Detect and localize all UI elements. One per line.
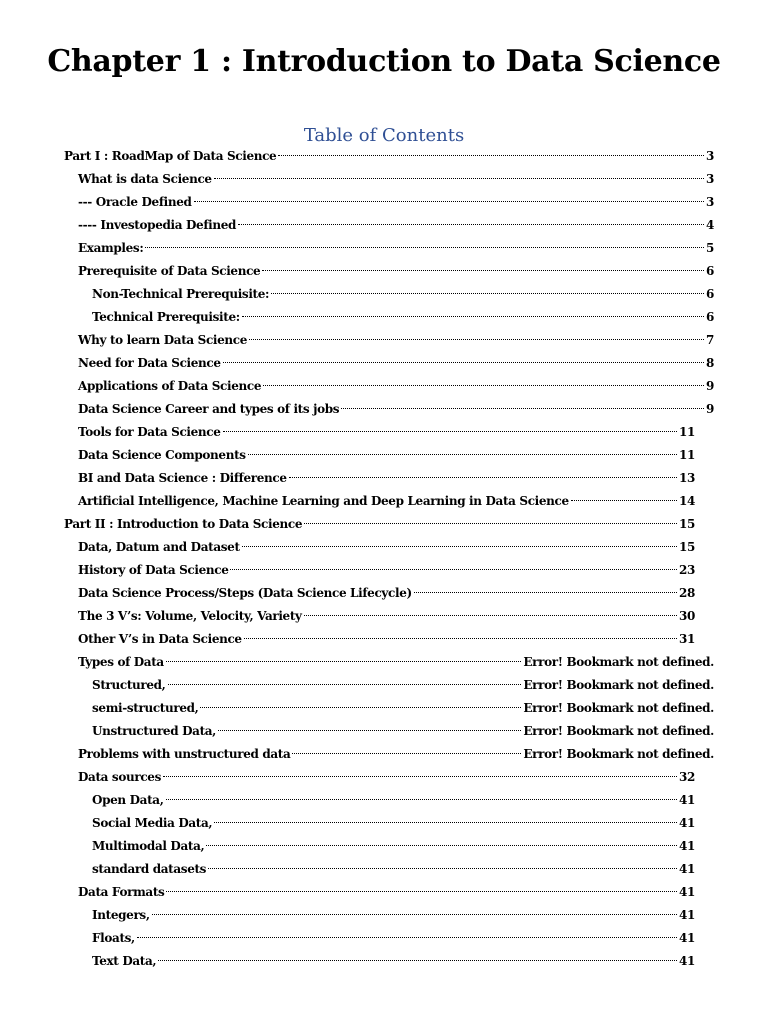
- toc-entry-title: Text Data,: [92, 954, 157, 968]
- toc-entry-page: Error! Bookmark not defined.: [523, 724, 714, 738]
- dot-leader: [242, 316, 704, 317]
- toc-entry-page: 8: [706, 356, 714, 370]
- dot-leader: [341, 408, 704, 409]
- toc-entry-page: 41: [679, 885, 695, 899]
- toc-entry[interactable]: [64, 720, 714, 743]
- dot-leader: [158, 960, 677, 961]
- toc-entry-page: 6: [706, 264, 714, 278]
- toc-entry[interactable]: [64, 490, 714, 513]
- dot-leader: [214, 822, 677, 823]
- toc-entry-title: Data sources: [78, 770, 161, 784]
- toc-entry[interactable]: [64, 927, 714, 950]
- dot-leader: [223, 431, 677, 432]
- toc-entry-title: Part II : Introduction to Data Science: [64, 517, 303, 531]
- dot-leader: [263, 385, 704, 386]
- dot-leader: [242, 546, 677, 547]
- toc-entry-page: 23: [679, 563, 695, 577]
- dot-leader: [248, 454, 677, 455]
- toc-entry-page: 15: [679, 517, 695, 531]
- toc-entry-page: Error! Bookmark not defined.: [523, 678, 714, 692]
- toc-entry-page: 3: [706, 195, 714, 209]
- dot-leader: [262, 270, 704, 271]
- toc-entry-title: Examples:: [78, 241, 144, 255]
- toc-entry-page: 41: [679, 908, 695, 922]
- toc-entry[interactable]: [64, 697, 714, 720]
- toc-entry-title: semi-structured,: [92, 701, 199, 715]
- toc-entry-page: Error! Bookmark not defined.: [523, 747, 714, 761]
- dot-leader: [206, 845, 677, 846]
- toc-entry-page: 41: [679, 931, 695, 945]
- toc-entry[interactable]: [64, 306, 714, 329]
- toc-entry-title: --- Oracle Defined: [78, 195, 192, 209]
- dot-leader: [168, 684, 522, 685]
- dot-leader: [137, 937, 677, 938]
- dot-leader: [249, 339, 704, 340]
- toc-entry-page: 41: [679, 816, 695, 830]
- toc-entry[interactable]: [64, 375, 714, 398]
- toc-entry-page: 30: [679, 609, 695, 623]
- toc-entry-title: The 3 V’s: Volume, Velocity, Variety: [78, 609, 302, 623]
- toc-entry[interactable]: [64, 467, 714, 490]
- dot-leader: [304, 615, 677, 616]
- toc-entry[interactable]: [64, 444, 714, 467]
- table-of-contents: [64, 145, 714, 973]
- toc-entry-title: Tools for Data Science: [78, 425, 221, 439]
- toc-entry-title: Technical Prerequisite:: [92, 310, 240, 324]
- dot-leader: [166, 799, 677, 800]
- toc-entry-page: 4: [706, 218, 714, 232]
- toc-entry[interactable]: [64, 237, 714, 260]
- dot-leader: [194, 201, 704, 202]
- dot-leader: [414, 592, 677, 593]
- toc-entry-page: 15: [679, 540, 695, 554]
- toc-entry[interactable]: [64, 766, 714, 789]
- dot-leader: [289, 477, 677, 478]
- dot-leader: [152, 914, 677, 915]
- toc-entry-title: Part I : RoadMap of Data Science: [64, 149, 277, 163]
- toc-entry[interactable]: [64, 812, 714, 835]
- toc-entry[interactable]: [64, 858, 714, 881]
- toc-entry[interactable]: [64, 605, 714, 628]
- toc-entry-title: Other V’s in Data Science: [78, 632, 242, 646]
- toc-entry[interactable]: [64, 329, 714, 352]
- toc-entry-title: Structured,: [92, 678, 166, 692]
- toc-entry[interactable]: [64, 835, 714, 858]
- dot-leader: [271, 293, 704, 294]
- toc-entry-title: Data Science Components: [78, 448, 246, 462]
- toc-entry-page: 28: [679, 586, 695, 600]
- dot-leader: [230, 569, 677, 570]
- toc-entry-title: Data Formats: [78, 885, 165, 899]
- dot-leader: [163, 776, 677, 777]
- toc-entry-title: ---- Investopedia Defined: [78, 218, 237, 232]
- toc-entry-title: Data Science Process/Steps (Data Science Lifecycle): [78, 586, 412, 600]
- toc-entry-page: 13: [679, 471, 695, 485]
- toc-entry[interactable]: [64, 421, 714, 444]
- toc-entry-title: Data Science Career and types of its jobs: [78, 402, 340, 416]
- toc-entry-page: 32: [679, 770, 695, 784]
- toc-entry[interactable]: [64, 168, 714, 191]
- chapter-title: Chapter 1 : Introduction to Data Science: [47, 44, 721, 79]
- toc-entry-page: Error! Bookmark not defined.: [523, 701, 714, 715]
- toc-entry[interactable]: [64, 145, 714, 168]
- toc-entry-title: Why to learn Data Science: [78, 333, 248, 347]
- toc-entry-title: Multimodal Data,: [92, 839, 205, 853]
- toc-entry-title: Types of Data: [78, 655, 164, 669]
- toc-entry[interactable]: [64, 191, 714, 214]
- toc-entry-page: Error! Bookmark not defined.: [523, 655, 714, 669]
- toc-entry-title: Floats,: [92, 931, 135, 945]
- toc-entry[interactable]: [64, 352, 714, 375]
- dot-leader: [218, 730, 521, 731]
- toc-entry-page: 41: [679, 793, 695, 807]
- toc-entry-page: 31: [679, 632, 695, 646]
- toc-entry[interactable]: [64, 260, 714, 283]
- toc-entry[interactable]: [64, 904, 714, 927]
- toc-entry-title: Non-Technical Prerequisite:: [92, 287, 270, 301]
- toc-entry-page: 3: [706, 149, 714, 163]
- toc-entry[interactable]: [64, 398, 714, 421]
- toc-entry-title: Unstructured Data,: [92, 724, 217, 738]
- toc-entry[interactable]: [64, 283, 714, 306]
- toc-entry-title: Applications of Data Science: [78, 379, 262, 393]
- toc-entry-page: 41: [679, 839, 695, 853]
- toc-entry[interactable]: [64, 674, 714, 697]
- toc-entry-title: Prerequisite of Data Science: [78, 264, 261, 278]
- toc-entry[interactable]: [64, 950, 714, 973]
- toc-entry-title: Social Media Data,: [92, 816, 213, 830]
- toc-entry[interactable]: [64, 582, 714, 605]
- dot-leader: [223, 362, 704, 363]
- dot-leader: [166, 661, 522, 662]
- toc-entry-title: Integers,: [92, 908, 150, 922]
- dot-leader: [292, 753, 521, 754]
- toc-entry-page: 6: [706, 287, 714, 301]
- dot-leader: [238, 224, 704, 225]
- toc-entry-page: 11: [679, 425, 695, 439]
- toc-entry-page: 3: [706, 172, 714, 186]
- toc-entry-title: Problems with unstructured data: [78, 747, 291, 761]
- toc-entry-page: 14: [679, 494, 695, 508]
- toc-entry-page: 6: [706, 310, 714, 324]
- toc-heading: Table of Contents: [303, 125, 465, 146]
- toc-entry[interactable]: [64, 789, 714, 812]
- toc-entry-title: Need for Data Science: [78, 356, 221, 370]
- toc-entry-title: What is data Science: [78, 172, 212, 186]
- toc-entry-title: BI and Data Science : Difference: [78, 471, 287, 485]
- dot-leader: [214, 178, 704, 179]
- toc-entry-title: Open Data,: [92, 793, 164, 807]
- toc-entry[interactable]: [64, 559, 714, 582]
- dot-leader: [244, 638, 677, 639]
- toc-entry-page: 41: [679, 954, 695, 968]
- toc-entry-title: Artificial Intelligence, Machine Learning and Deep Learning in Data Science: [78, 494, 569, 508]
- dot-leader: [304, 523, 677, 524]
- dot-leader: [278, 155, 704, 156]
- toc-entry[interactable]: [64, 513, 714, 536]
- toc-entry[interactable]: [64, 881, 714, 904]
- toc-entry-page: 9: [706, 379, 714, 393]
- toc-entry[interactable]: [64, 536, 714, 559]
- toc-entry-page: 41: [679, 862, 695, 876]
- dot-leader: [166, 891, 677, 892]
- toc-entry[interactable]: [64, 214, 714, 237]
- toc-entry-page: 9: [706, 402, 714, 416]
- toc-entry-title: History of Data Science: [78, 563, 229, 577]
- toc-entry-title: Data, Datum and Dataset: [78, 540, 240, 554]
- dot-leader: [208, 868, 677, 869]
- dot-leader: [571, 500, 677, 501]
- toc-entry-page: 11: [679, 448, 695, 462]
- toc-entry-title: standard datasets: [92, 862, 207, 876]
- toc-entry-page: 7: [706, 333, 714, 347]
- dot-leader: [200, 707, 521, 708]
- toc-entry[interactable]: [64, 743, 714, 766]
- dot-leader: [145, 247, 704, 248]
- toc-entry-page: 5: [706, 241, 714, 255]
- toc-entry[interactable]: [64, 651, 714, 674]
- toc-entry[interactable]: [64, 628, 714, 651]
